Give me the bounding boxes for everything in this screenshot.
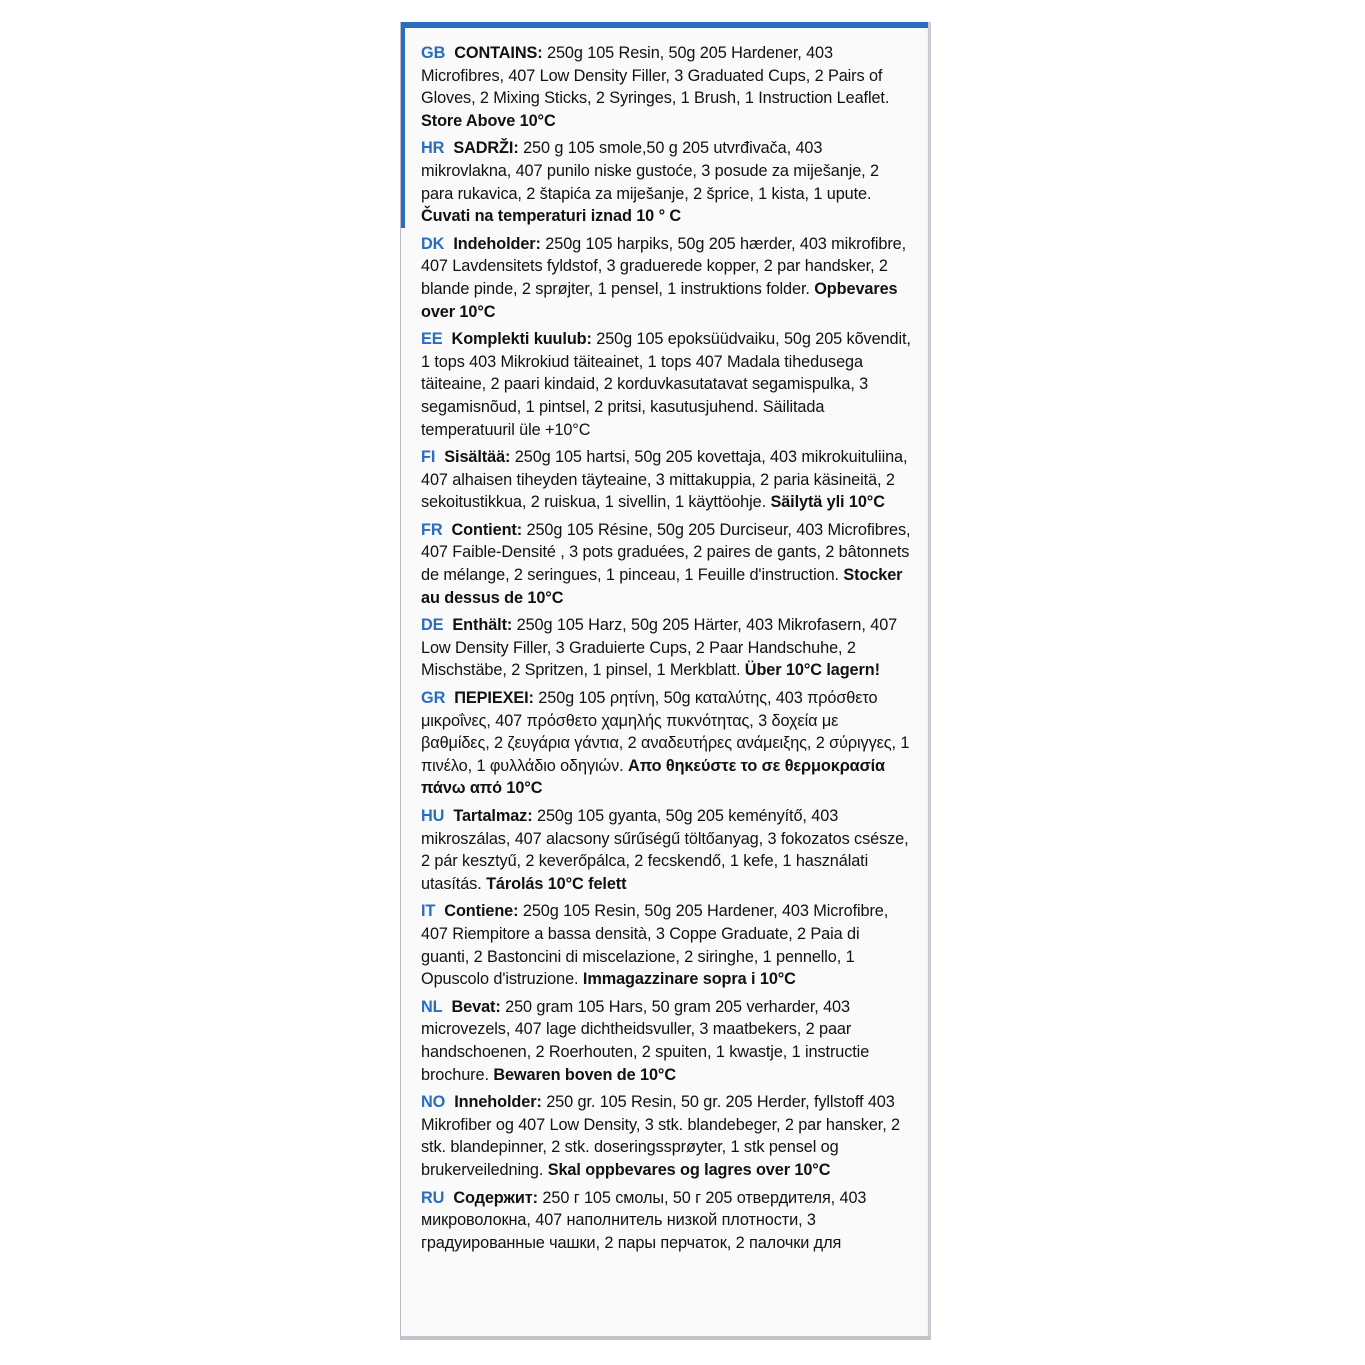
storage-note: Über 10°C lagern!	[744, 661, 880, 680]
entry-body: 250 gram 105 Hars, 50 gram 205 verharder, 403 microvezels, 407 lage dichtheidsvuller, 3 maatbekers, 2 paar handschoenen, 2 Roerhouten, 2 spuiten, 1 kwastje, 1 instructie brochure.	[421, 997, 870, 1084]
language-code: FR	[421, 520, 443, 539]
box-right-edge	[928, 22, 931, 1340]
entry-dk	[421, 233, 911, 323]
language-code: HR	[421, 139, 445, 158]
language-code: GB	[421, 44, 446, 62]
entry-heading: Tartalmaz:	[453, 807, 533, 825]
box-bottom-edge	[401, 1336, 931, 1340]
language-code: RU	[421, 1188, 445, 1207]
entry-heading: Содержит:	[453, 1188, 538, 1207]
entry-body: 250 g 105 smole,50 g 205 utvrđivača, 403 mikrovlakna, 407 punilo niske gustoće, 3 posude za miješanje, 2 para rukavica, 2 štapića za miješanje, 2 šprice, 1 kista, 1 upute.	[421, 139, 879, 203]
entry-heading: Contiene:	[444, 902, 519, 921]
language-code: FI	[421, 448, 436, 467]
entry-body: 250g 105 hartsi, 50g 205 kovettaja, 403 mikrokuituliina, 407 alhaisen tiheyden täyteaine, 3 mittakuppia, 2 paria käsineitä, 2 sekoitustikkua, 2 ruiskua, 1 sivellin, 1 käyttöohje.	[421, 448, 908, 512]
language-code: GR	[421, 689, 446, 708]
storage-note: Tárolás 10°C felett	[486, 874, 627, 893]
entry-fi	[421, 446, 911, 514]
storage-note: Store Above 10°C	[421, 111, 556, 130]
storage-note: Čuvati na temperaturi iznad 10 ° C	[421, 207, 682, 226]
language-code: HU	[421, 807, 445, 825]
multilingual-contents-list	[421, 42, 911, 1259]
entry-heading: Enthält:	[452, 616, 513, 635]
entry-body: 250g 105 gyanta, 50g 205 keményítő, 403 mikroszálas, 407 alacsony sűrűségű töltőanyag, 3 fokozatos csésze, 2 pár kesztyű, 2 keverőpálca, 2 fecskendő, 1 kefe, 1 használati utasítás.	[421, 807, 909, 893]
entry-heading: Indeholder:	[453, 234, 541, 253]
language-code: IT	[421, 902, 436, 921]
entry-body: 250g 105 Résine, 50g 205 Durciseur, 403 Microfibres, 407 Faible-Densité , 3 pots graduées, 2 paires de gants, 2 bâtonnets de mélange, 2 seringues, 1 pinceau, 1 Feuille d'instruction.	[421, 520, 911, 585]
entry-no	[421, 1091, 911, 1181]
entry-heading: ΠΕΡΙΕΧΕΙ:	[454, 689, 534, 708]
entry-heading: Komplekti kuulub:	[451, 330, 592, 349]
entry-heading: Inneholder:	[454, 1093, 542, 1112]
language-code: NL	[421, 997, 443, 1016]
storage-note: Bewaren boven de 10°C	[493, 1065, 676, 1084]
entry-fr	[421, 519, 911, 609]
storage-note: Immagazzinare sopra i 10°C	[582, 970, 796, 989]
entry-ee	[421, 328, 911, 441]
entry-ru	[421, 1187, 911, 1255]
entry-de	[421, 614, 911, 682]
entry-heading: Bevat:	[451, 997, 501, 1016]
entry-gr	[421, 687, 911, 800]
entry-body: 250g 105 harpiks, 50g 205 hærder, 403 mikrofibre, 407 Lavdensitets fyldstof, 3 graduerede kopper, 2 par handsker, 2 blande pinde, 2 sprøjter, 1 pensel, 1 instruktions folder.	[421, 234, 907, 298]
entry-gb	[421, 42, 911, 132]
entry-it	[421, 900, 911, 990]
storage-note: Säilytä yli 10°C	[770, 493, 885, 512]
entry-body: 250g 105 Resin, 50g 205 Hardener, 403 Microfibres, 407 Low Density Filler, 3 Graduated Cups, 2 Pairs of Gloves, 2 Mixing Sticks, 2 Syringes, 1 Brush, 1 Instruction Leaflet.	[421, 44, 890, 108]
language-code: DK	[421, 234, 445, 253]
entry-nl	[421, 996, 911, 1086]
entry-body: 250 gr. 105 Resin, 50 gr. 205 Herder, fyllstoff 403 Mikrofiber og 407 Low Density, 3 stk. blandebeger, 2 par hansker, 2 stk. blandepinner, 2 stk. doseringssprøyter, 1 stk pensel og brukerveiledning.	[421, 1093, 901, 1179]
entry-body: 250g 105 Resin, 50g 205 Hardener, 403 Microfibre, 407 Riempitore a bassa densità, 3 Coppe Graduate, 2 Paia di guanti, 2 Bastoncini di miscelazione, 2 siringhe, 1 pennello, 1 Opuscolo d'istruzione.	[421, 902, 889, 989]
box-left-blue-edge	[401, 28, 405, 228]
entry-heading: Contient:	[451, 520, 523, 539]
entry-hr	[421, 137, 911, 227]
box-top-blue-edge	[401, 22, 931, 28]
storage-note: Opbevares over 10°C	[421, 279, 898, 321]
entry-hu	[421, 805, 911, 895]
storage-note: Απο θηκεύστε το σε θερμοκρασία πάνω από 10°C	[421, 756, 885, 798]
entry-body: 250g 105 Harz, 50g 205 Härter, 403 Mikrofasern, 407 Low Density Filler, 3 Graduierte Cups, 2 Paar Handschuhe, 2 Mischstäbe, 2 Spritzen, 1 pinsel, 1 Merkblatt.	[421, 616, 898, 680]
entry-body: 250g 105 ρητίνη, 50g καταλύτης, 403 πρόσθετο μικροΐνες, 407 πρόσθετο χαμηλής πυκνότητας, 3 δοχεία με βαθμίδες, 2 ζευγάρια γάντια, 2 αναδευτήρες ανάμειξης, 2 σύριγγες, 1 πινέλο, 1 φυλλάδιο οδηγιών.	[421, 689, 910, 775]
storage-note: Stocker au dessus de 10°C	[421, 566, 903, 607]
language-code: EE	[421, 330, 443, 349]
language-code: NO	[421, 1093, 446, 1112]
entry-heading: Sisältää:	[444, 448, 511, 467]
package-side-panel	[400, 22, 931, 1340]
entry-heading: SADRŽI:	[453, 139, 519, 158]
language-code: DE	[421, 616, 444, 635]
entry-body: 250 г 105 смолы, 50 г 205 отвердителя, 403 микроволокна, 407 наполнитель низкой плотности, 3 градуированные чашки, 2 пары перчаток, 2 палочки для	[421, 1188, 867, 1252]
entry-body: 250g 105 epoksüüdvaiku, 50g 205 kõvendit, 1 tops 403 Mikrokiud täiteainet, 1 tops 407 Madala tihedusega täiteaine, 2 paari kindaid, 2 korduvkasutatavat segamispulka, 3 segamisnõud, 1 pintsel, 2 pritsi, kasutusjuhend. Säilitada temperatuuril üle +10°C	[421, 330, 911, 439]
storage-note: Skal oppbevares og lagres over 10°C	[547, 1160, 831, 1179]
entry-heading: CONTAINS:	[454, 44, 543, 62]
